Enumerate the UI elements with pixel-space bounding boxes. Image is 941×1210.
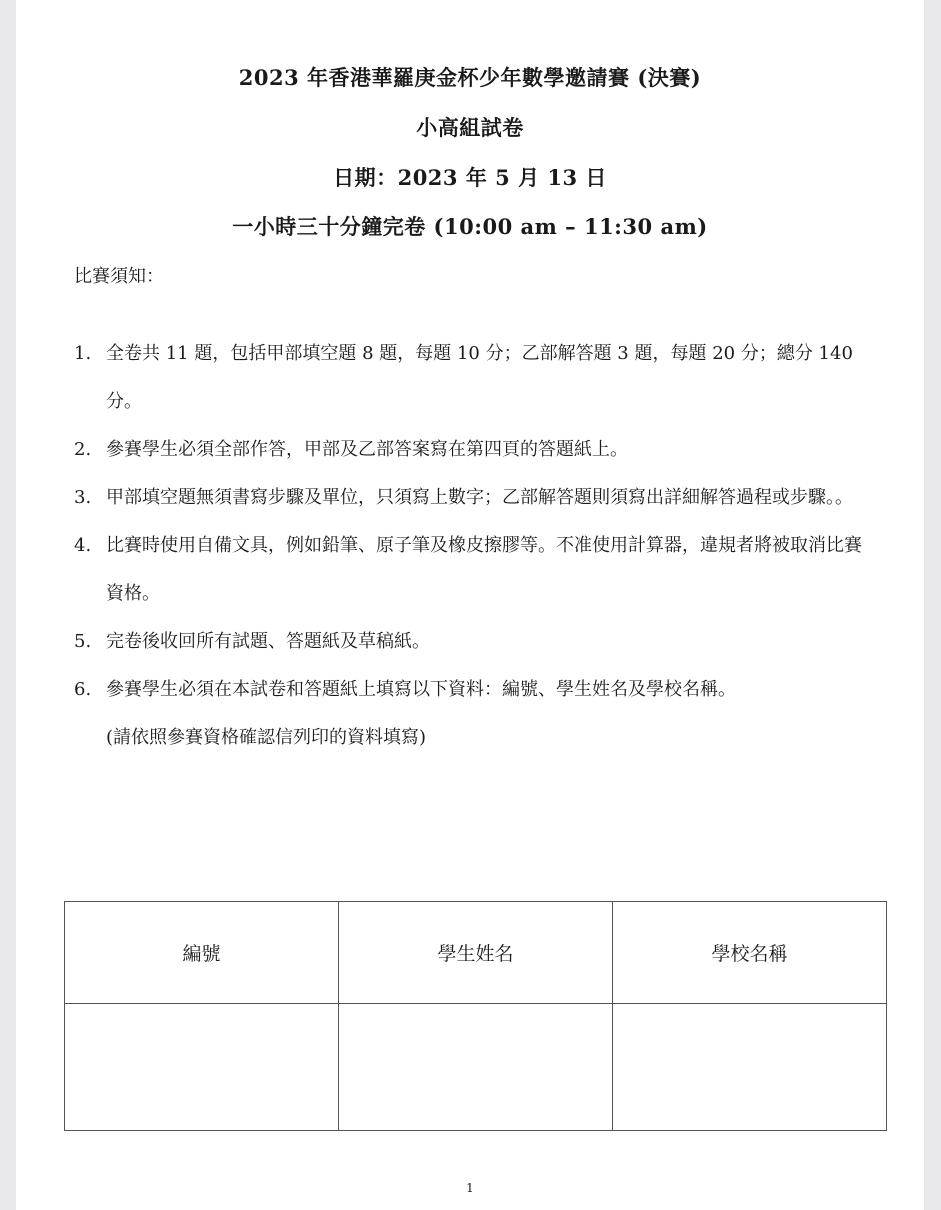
rule-text: 參賽學生必須全部作答，甲部及乙部答案寫在第四頁的答題紙上。 [106,439,628,460]
page-number: 1 [466,1181,474,1195]
rule-text: 全卷共 11 題，包括甲部填空題 8 題，每題 10 分；乙部解答題 3 題，每題 20 分；總分 140 分。 [106,343,853,412]
rule-number: 3. [74,487,92,508]
rule-text: 比賽時使用自備文具，例如鉛筆、原子筆及橡皮擦膠等。不准使用計算器，違規者將被取消比賽資格。 [106,535,862,604]
exam-title: 2023 年香港華羅庚金杯少年數學邀請賽 (決賽) [238,65,702,90]
notice-heading: 比賽須知： [74,266,164,287]
rules-list [74,330,874,762]
rule-text: 參賽學生必須在本試卷和答題紙上填寫以下資料：編號、學生姓名及學校名稱。 [106,679,736,700]
rule-item [74,426,874,474]
rule-item [74,522,874,618]
rule-number: 1. [74,343,92,364]
rule-number: 2. [74,439,92,460]
rule-text: 甲部填空題無須書寫步驟及單位，只須寫上數字；乙部解答題則須寫出詳細解答過程或步驟。。 [106,487,853,508]
header-student-name: 學生姓名 [339,902,613,1004]
exam-date: 日期：2023 年 5 月 13 日 [333,165,607,190]
rule-item [74,474,874,522]
rule-number: 4. [74,535,92,556]
rule-number: 5. [74,631,92,652]
rule-item [74,618,874,666]
rule-number: 6. [74,679,92,700]
rule-item [74,330,874,426]
table-entry-row [65,1004,887,1131]
exam-page [16,0,924,1210]
school-name-cell[interactable] [613,1004,887,1131]
header-candidate-number: 編號 [65,902,339,1004]
rule-text: 完卷後收回所有試題、答題紙及草稿紙。 [106,631,430,652]
table-header-row [65,902,887,1004]
rule-note: (請依照參賽資格確認信列印的資料填寫) [106,727,427,748]
student-name-cell[interactable] [339,1004,613,1131]
header-school-name: 學校名稱 [613,902,887,1004]
exam-subtitle: 小高組試卷 [416,115,524,140]
rule-item [74,666,874,762]
candidate-number-cell[interactable] [65,1004,339,1131]
student-info-table [64,901,887,1131]
exam-duration: 一小時三十分鐘完卷 (10:00 am – 11:30 am) [232,214,708,239]
